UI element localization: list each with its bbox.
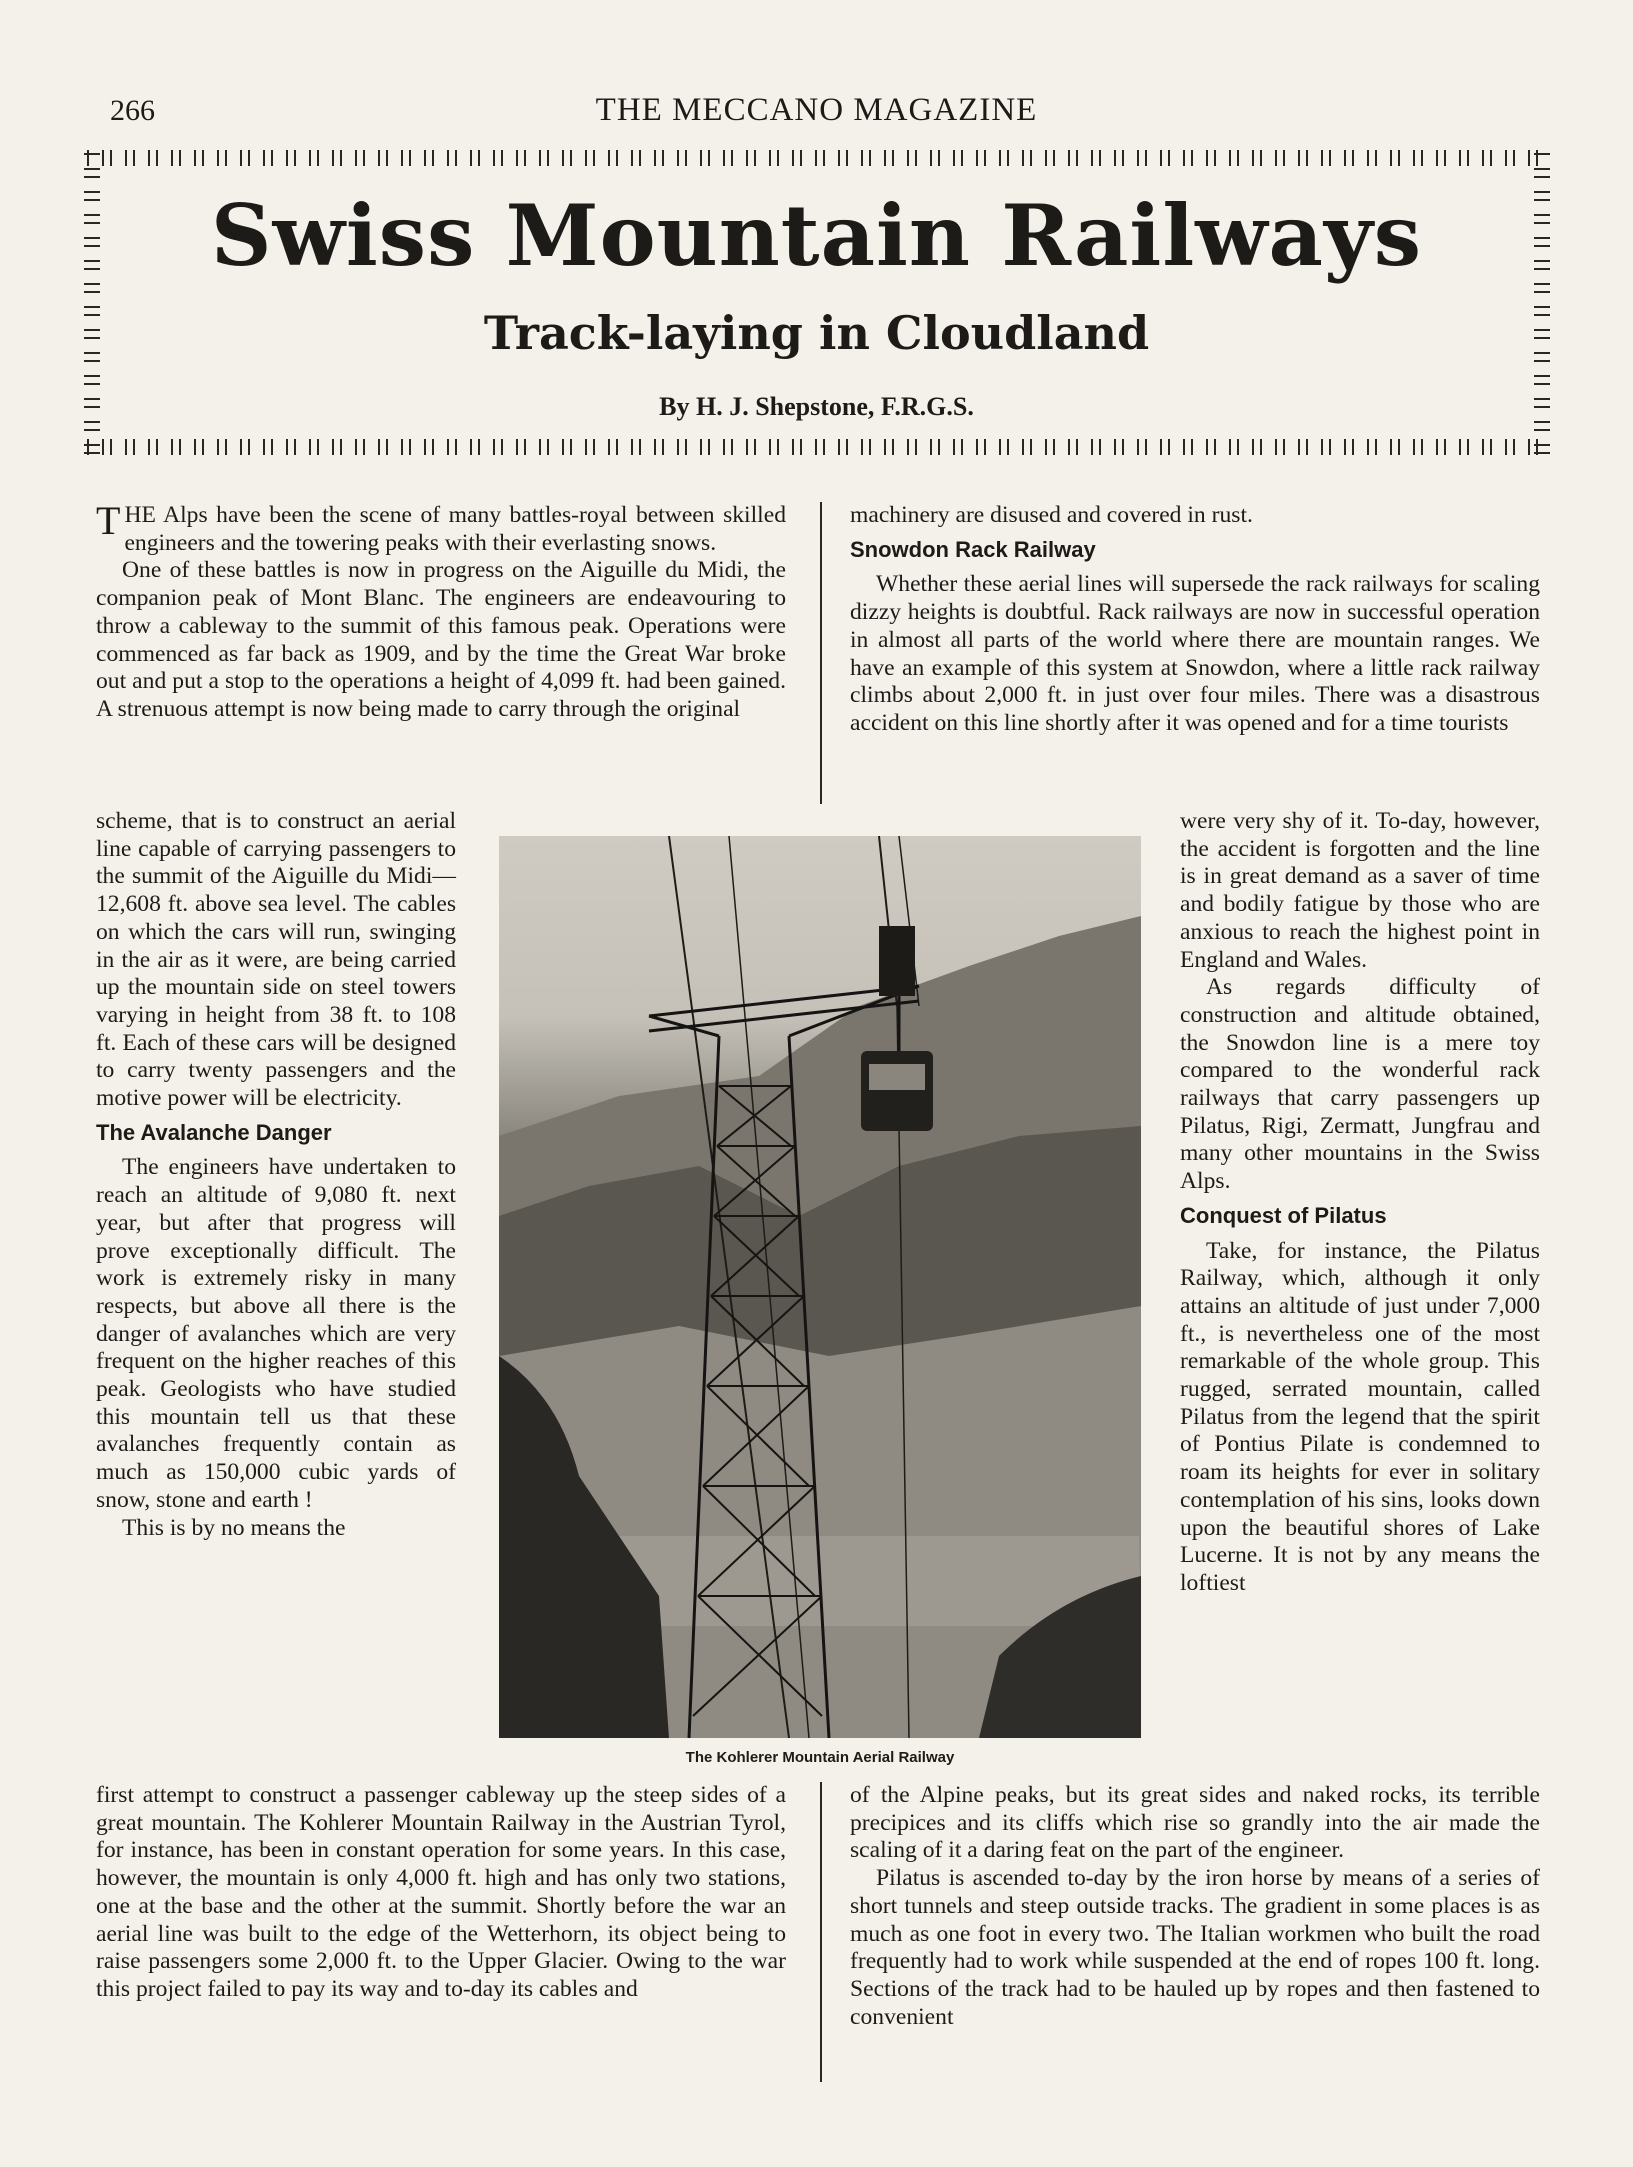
paragraph: Take, for instance, the Pilatus Railway, which, although it only attains an altitude of just under 7,000 ft., is nevertheless one of the most remarkable of the whole group. This rugged, serrated mountain, called Pilatus from the legend that the spirit of Pontius Pilate is condemned to roam its heights for ever in solitary contemplation of his sins, looks down upon the beautiful shores of Lake Lucerne. It is not by any means the loftiest [1180,1237,1540,1596]
magazine-title: THE MECCANO MAGAZINE [595,92,1038,128]
photo-illustration [499,836,1141,1738]
title-border-bottom [84,439,1550,455]
drop-cap: T [96,498,121,543]
paragraph: machinery are disused and covered in rust. [850,502,1253,528]
section-heading: Conquest of Pilatus [1180,1202,1387,1228]
column-2-bottom [850,1782,1540,2031]
article-byline: By H. J. Shepstone, F.R.G.S. [659,392,974,421]
paragraph: Whether these aerial lines will supersede the rack railways for scaling dizzy heights is doubtful. Rack railways are now in successful operation in almost all parts of the world where there are mountain ranges. We have an example of this system at Snowdon, where a little rack railway climbs about 2,000 ft. in just over four miles. There was a disastrous accident on this line shortly after it was opened and for a time tourists [850,571,1540,736]
figure-caption: The Kohlerer Mountain Aerial Railway [685,1749,955,1766]
column-divider [820,502,822,804]
column-divider [820,1782,822,2082]
section-heading: The Avalanche Danger [96,1119,332,1145]
column-1-bottom [96,1782,786,2004]
column-2-narrow [1180,808,1540,1598]
paragraph: first attempt to construct a passenger cableway up the steep sides of a great mountain. The Kohlerer Mountain Railway in the Austrian Tyrol, for instance, has been in constant operation for some years. In this case, however, the mountain is only 4,000 ft. high and has only two stations, one at the base and the other at the summit. Shortly before the war an aerial line was built to the edge of the Wetterhorn, its object being to raise passengers some 2,000 ft. to the Upper Glacier. Owing to the war this project failed to pay its way and to-day its cables and [96,1782,786,2002]
paragraph: The engineers have undertaken to reach an altitude of 9,080 ft. next year, but after that progress will prove exceptionally difficult. The work is extremely risky in many respects, but above all there is the danger of avalanches which are very frequent on the higher reaches of this peak. Geologists who have studied this mountain tell us that these avalanches frequently contain as much as 150,000 cubic yards of snow, stone and earth ! [96,1154,456,1513]
paragraph: As regards difficulty of construction and altitude obtained, the Snowdon line is a mere toy compared to the wonderful rack railways that carry passengers up Pilatus, Rigi, Zermatt, Jungfrau and many other mountains in the Swiss Alps. [1180,974,1540,1195]
paragraph: of the Alpine peaks, but its great sides and naked rocks, its terrible precipices and its cliffs which rise so grandly into the air made the scaling of it a daring feat on the part of the engineer. [850,1782,1540,1864]
paragraph: scheme, that is to construct an aerial line capable of carrying passengers to the summit of the Aiguille du Midi—12,608 ft. above sea level. The cables on which the cars will run, swinging in the air as it were, are being carried up the mountain side on steel towers varying in height from 38 ft. to 108 ft. Each of these cars will be designed to carry twenty passengers and the motive power will be electricity. [96,808,456,1112]
aerial-railway-photo [499,836,1141,1738]
paragraph: were very shy of it. To-day, however, the accident is forgotten and the line is in great demand as a saver of time and bodily fatigue by those who are anxious to reach the highest point in England and Wales. [1180,808,1540,973]
paragraph: This is by no means the [122,1514,346,1541]
paragraph: One of these battles is now in progress on the Aiguille du Midi, the companion peak of Mont Blanc. The engineers are endeavouring to throw a cableway to the summit of this famous peak. Operations were commenced as far back as 1909, and by the time the Great War broke out and put a stop to the operations a height of 4,099 ft. had been gained. A strenuous attempt is now being made to carry through the original [96,557,786,722]
article-title: Swiss Mountain Railways [210,186,1423,285]
column-1-top [96,498,786,724]
column-1-narrow [96,808,456,1542]
column-2-top [850,502,1540,738]
title-border-top [84,150,1550,166]
paragraph: Pilatus is ascended to-day by the iron horse by means of a series of short tunnels and steep outside tracks. The gradient in some places is as much as one foot in every two. The Italian workmen who built the road frequently had to work while suspended at the end of ropes 100 ft. long. Sections of the track had to be hauled up by ropes and then fastened to convenient [850,1865,1540,2030]
article-subtitle: Track-laying in Cloudland [483,306,1150,360]
section-heading: Snowdon Rack Railway [850,536,1096,562]
paragraph: THE Alps have been the scene of many battles-royal between skilled engineers and the towering peaks with their everlasting snows. [96,498,786,556]
page-number: 266 [110,94,155,127]
